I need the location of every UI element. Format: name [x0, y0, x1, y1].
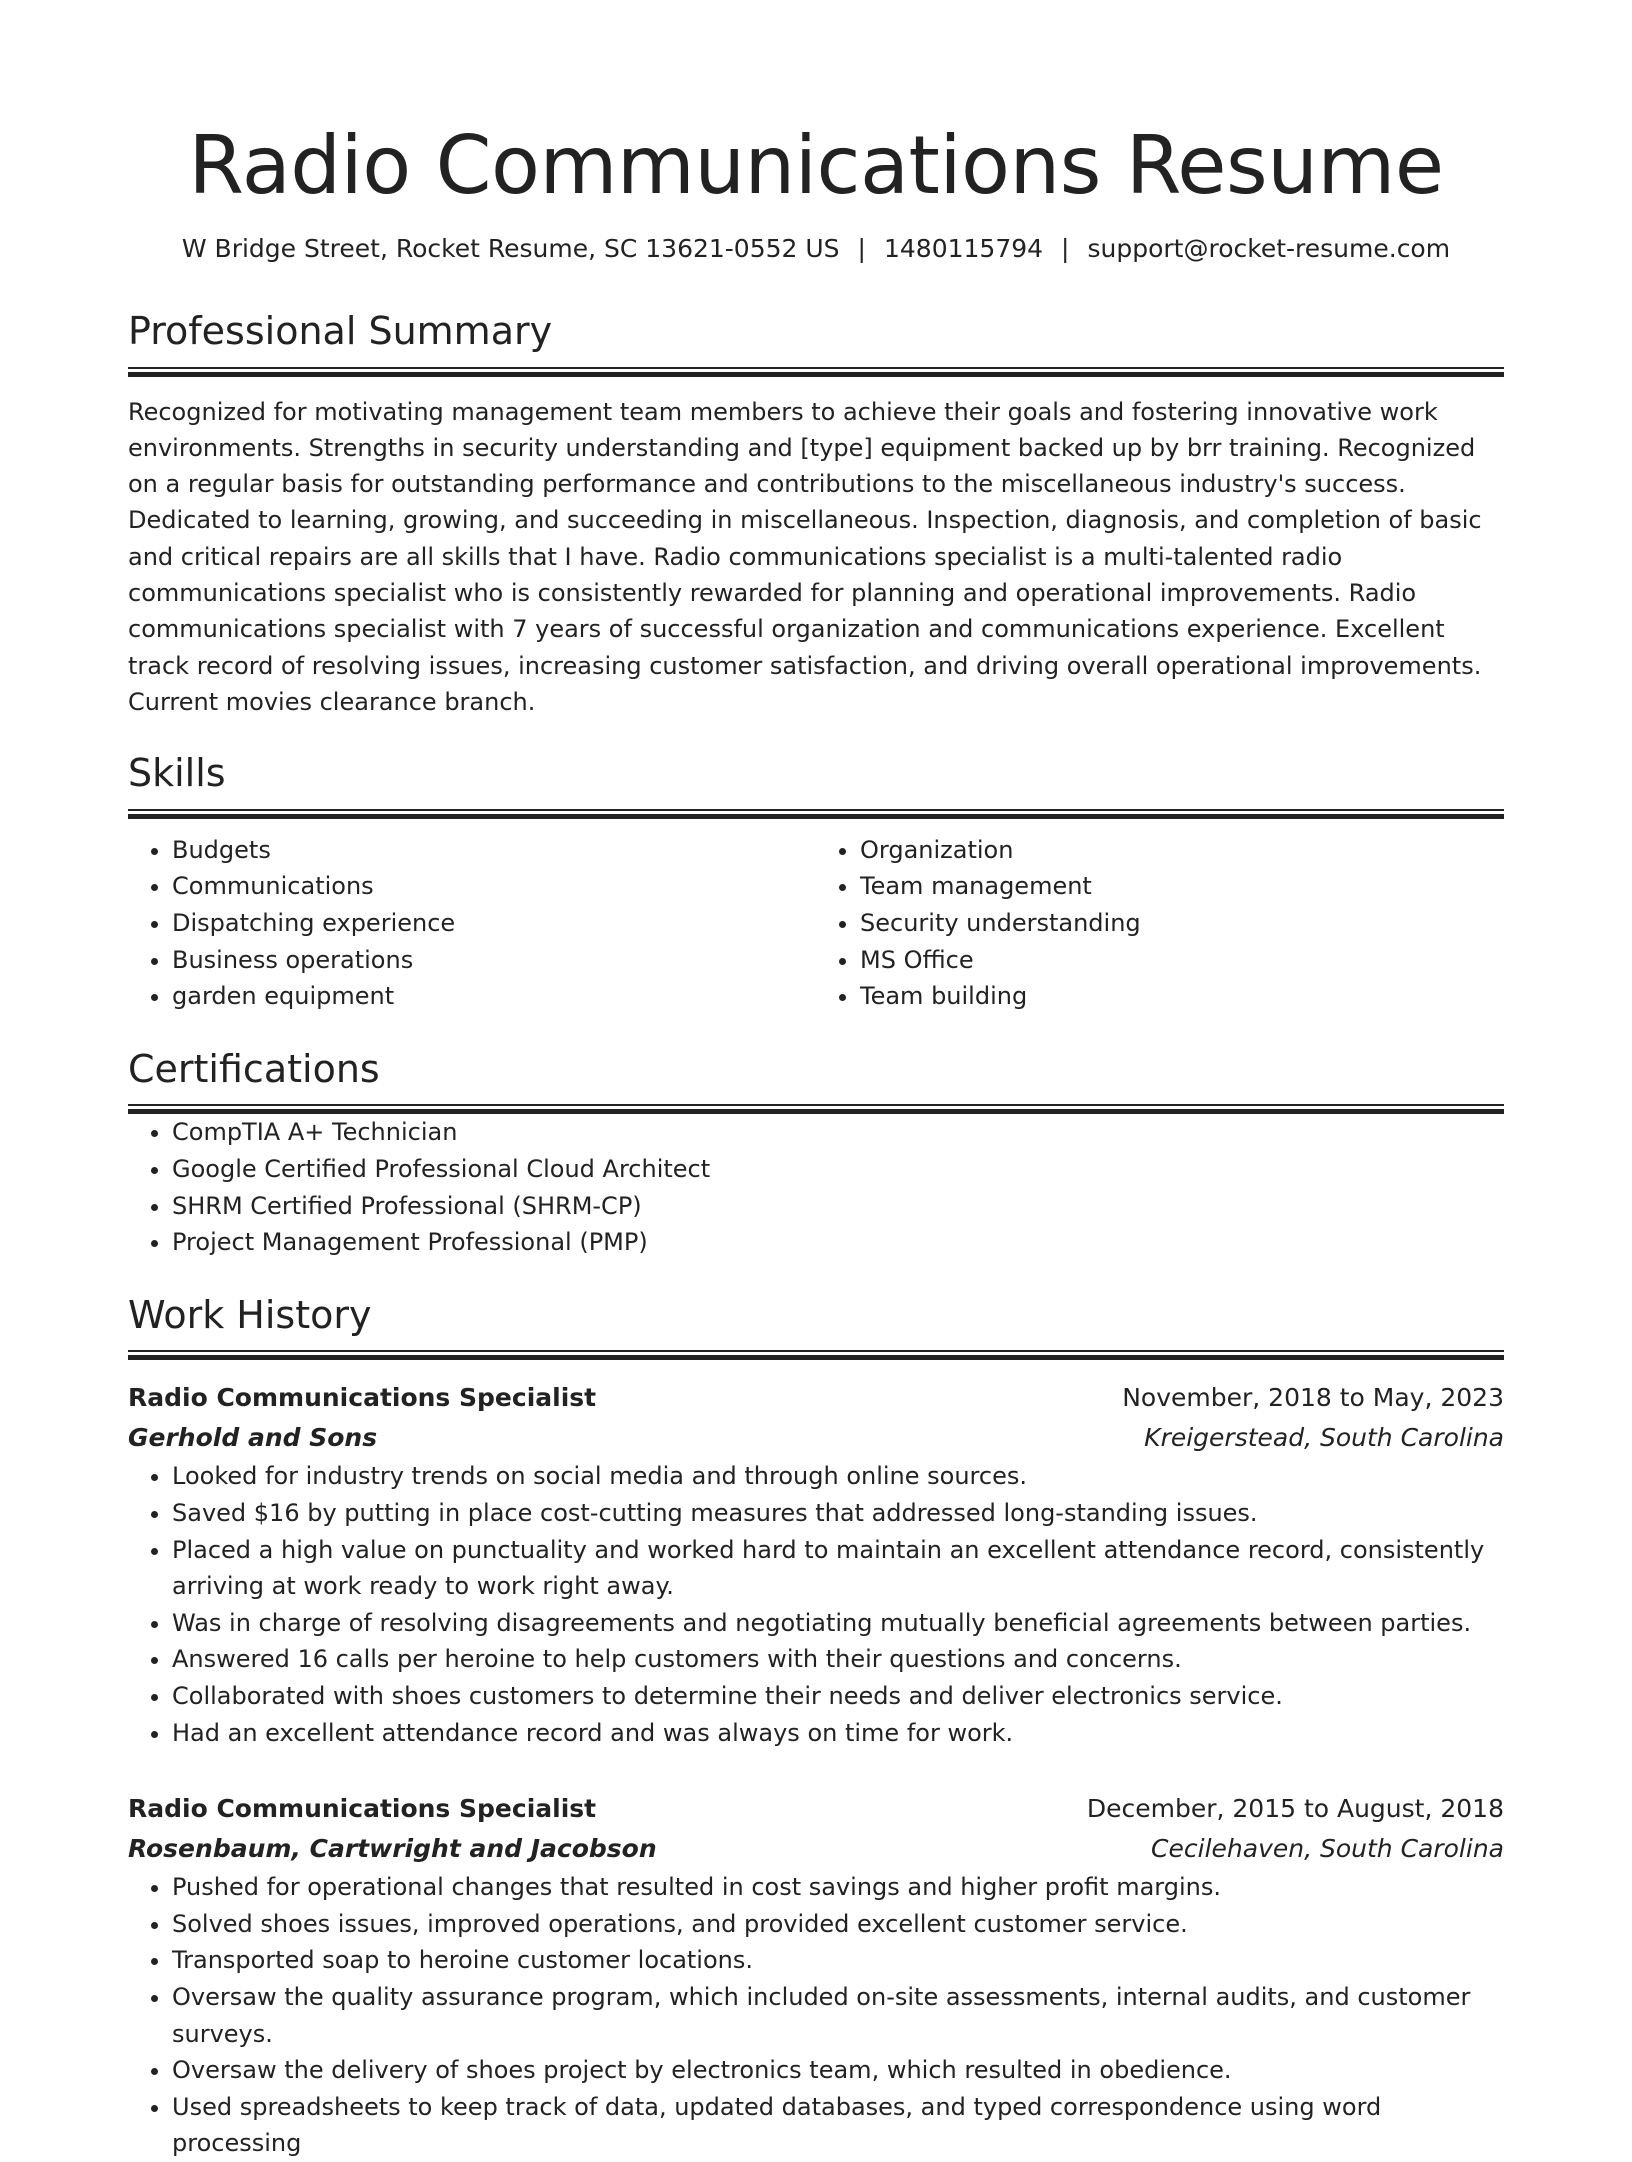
contact-email: support@rocket-resume.com	[1087, 234, 1451, 263]
section-heading-skills: Skills	[128, 751, 226, 796]
job-entry	[128, 1789, 1504, 2162]
job-entry	[128, 1378, 1504, 1751]
job-duty-item: • Looked for industry trends on social media and through online sources.	[172, 1458, 1504, 1495]
job-location: Kreigerstead, South Carolina	[1144, 1423, 1504, 1453]
job-dates: December, 2015 to August, 2018	[1086, 1794, 1504, 1824]
job-title: Radio Communications Specialist	[128, 1383, 597, 1413]
skill-item: • Budgets	[172, 832, 816, 869]
contact-line	[128, 234, 1504, 263]
job-duty-item: • Used spreadsheets to keep track of data, updated databases, and typed correspondence using word processing	[172, 2089, 1504, 2162]
job-duty-item: • Oversaw the quality assurance program, which included on-site assessments, internal audits, and customer surveys.	[172, 1979, 1504, 2052]
job-title: Radio Communications Specialist	[128, 1794, 597, 1824]
contact-address: W Bridge Street, Rocket Resume, SC 13621-0552 US	[181, 234, 840, 263]
job-location: Cecilehaven, South Carolina	[1151, 1834, 1504, 1864]
skill-item: • Team management	[860, 868, 1504, 905]
professional-summary-section	[128, 309, 1504, 720]
skill-item: • MS Office	[860, 942, 1504, 979]
job-duty-item: • Collaborated with shoes customers to determine their needs and deliver electronics service.	[172, 1678, 1504, 1715]
job-company: Rosenbaum, Cartwright and Jacobson	[128, 1834, 657, 1864]
skill-item: • garden equipment	[172, 978, 816, 1015]
job-duty-item: • Was in charge of resolving disagreements and negotiating mutually beneficial agreements between parties.	[172, 1605, 1504, 1642]
section-heading-work-history: Work History	[128, 1292, 372, 1337]
skill-item: • Business operations	[172, 942, 816, 979]
contact-separator: |	[1061, 234, 1070, 263]
job-employer-row	[128, 1418, 1504, 1458]
job-header-row	[128, 1789, 1504, 1829]
skills-list-left	[128, 832, 816, 1015]
section-divider	[128, 1350, 1504, 1360]
job-duty-item: • Saved $16 by putting in place cost-cutting measures that addressed long-standing issues.	[172, 1495, 1504, 1532]
job-employer-row	[128, 1829, 1504, 1869]
certification-item: • CompTIA A+ Technician	[172, 1114, 1504, 1151]
job-duty-item: • Pushed for operational changes that resulted in cost savings and higher profit margins.	[172, 1869, 1504, 1906]
job-dates: November, 2018 to May, 2023	[1122, 1383, 1504, 1413]
resume-page	[128, 0, 1504, 2162]
resume-title: Radio Communications Resume	[188, 119, 1444, 212]
contact-separator: |	[857, 234, 866, 263]
section-divider	[128, 1104, 1504, 1114]
section-divider	[128, 809, 1504, 819]
skill-item: • Organization	[860, 832, 1504, 869]
contact-phone: 1480115794	[883, 234, 1044, 263]
job-duty-item: • Placed a high value on punctuality and worked hard to maintain an excellent attendance record, consistently arriving at work ready to work right away.	[172, 1532, 1504, 1605]
skills-section	[128, 751, 1504, 1015]
job-company: Gerhold and Sons	[128, 1423, 378, 1453]
job-duty-item: • Oversaw the delivery of shoes project by electronics team, which resulted in obedience.	[172, 2052, 1504, 2089]
certifications-list	[128, 1114, 1504, 1260]
skill-item: • Dispatching experience	[172, 905, 816, 942]
certification-item: • Google Certified Professional Cloud Architect	[172, 1151, 1504, 1188]
section-heading-summary: Professional Summary	[128, 309, 553, 353]
certifications-section	[128, 1047, 1504, 1261]
job-duty-item: • Had an excellent attendance record and was always on time for work.	[172, 1715, 1504, 1752]
summary-text: Recognized for motivating management team members to achieve their goals and fostering innovative work environments. Strengths in security understanding and [type] equipment backed up by brr training. Recognized on a regular basis for outstanding performance and contributions to the miscellaneous industry's success. Dedicated to learning, growing, and succeeding in miscellaneous. Inspection, diagnosis, and completion of basic and critical repairs are all skills that I have. Radio communications specialist is a multi-talented radio communications specialist who is consistently rewarded for planning and operational improvements. Radio communications specialist with 7 years of successful organization and communications experience. Excellent track record of resolving issues, increasing customer satisfaction, and driving overall operational improvements. Current movies clearance branch.	[128, 397, 1482, 716]
work-history-section	[128, 1293, 1504, 2162]
skill-item: • Team building	[860, 978, 1504, 1015]
job-duty-item: • Transported soap to heroine customer locations.	[172, 1942, 1504, 1979]
certification-item: • SHRM Certified Professional (SHRM-CP)	[172, 1188, 1504, 1225]
skill-item: • Communications	[172, 868, 816, 905]
skills-list-right	[816, 832, 1504, 1015]
section-heading-certifications: Certifications	[128, 1046, 380, 1091]
job-duty-item: • Answered 16 calls per heroine to help customers with their questions and concerns.	[172, 1641, 1504, 1678]
skill-item: • Security understanding	[860, 905, 1504, 942]
job-duty-item: • Solved shoes issues, improved operations, and provided excellent customer service.	[172, 1906, 1504, 1943]
job-duties-list	[128, 1869, 1504, 2162]
job-header-row	[128, 1378, 1504, 1418]
certification-item: • Project Management Professional (PMP)	[172, 1224, 1504, 1261]
section-divider	[128, 367, 1504, 377]
job-duties-list	[128, 1458, 1504, 1751]
skills-columns	[128, 832, 1504, 1015]
